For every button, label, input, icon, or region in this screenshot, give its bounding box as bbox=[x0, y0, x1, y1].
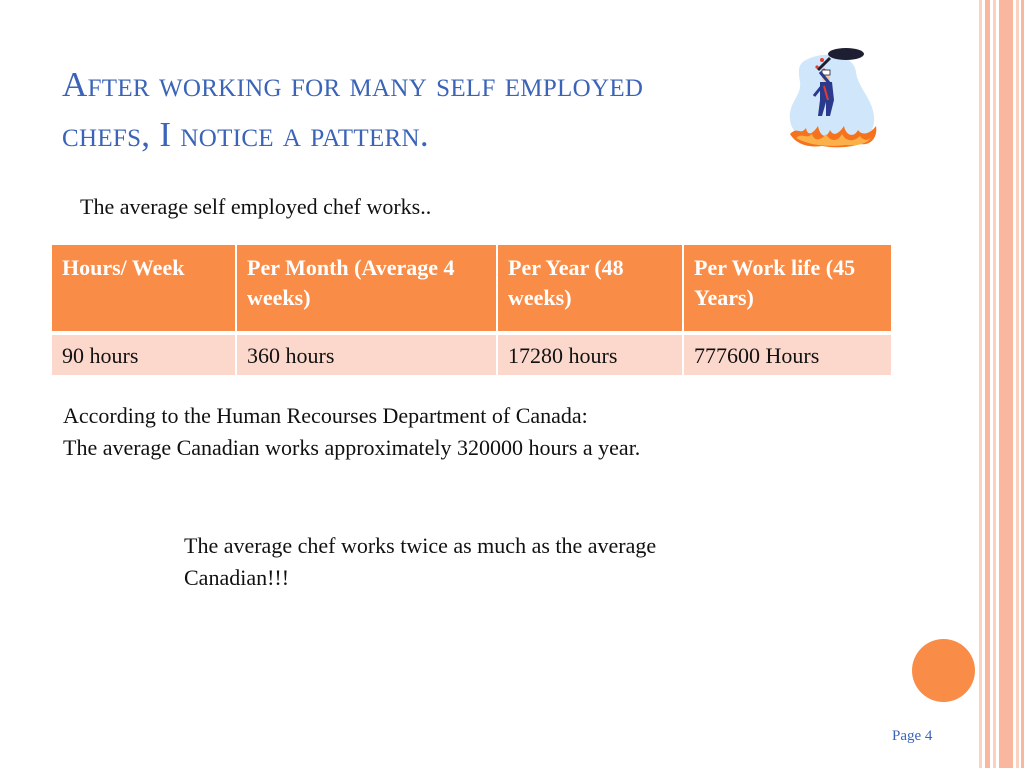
slide-title-line-1: After working for many self employed bbox=[62, 65, 644, 104]
chef-flipping-pan-clipart-icon bbox=[784, 42, 884, 154]
table-cell: 777600 Hours bbox=[683, 333, 891, 375]
slide-title-line-2: chefs, I notice a pattern. bbox=[62, 115, 429, 154]
table-header-cell: Hours/ Week bbox=[52, 245, 236, 333]
table-header-cell: Per Year (48 weeks) bbox=[497, 245, 683, 333]
slide-title bbox=[62, 60, 802, 160]
work-hours-table bbox=[52, 245, 891, 375]
table-cell: 360 hours bbox=[236, 333, 497, 375]
body-paragraph bbox=[63, 400, 803, 463]
table-cell: 17280 hours bbox=[497, 333, 683, 375]
table-cell: 90 hours bbox=[52, 333, 236, 375]
decorative-stripe bbox=[985, 0, 990, 768]
table-header-row bbox=[52, 245, 891, 333]
page-number: Page 4 bbox=[892, 728, 933, 744]
table-header-cell: Per Work life (45 Years) bbox=[683, 245, 891, 333]
decorative-circle bbox=[912, 639, 975, 702]
conclusion-text: The average chef works twice as much as the average Canadian!!! bbox=[184, 533, 657, 590]
table-row bbox=[52, 333, 891, 375]
decorative-stripe bbox=[993, 0, 996, 768]
body-line-2: The average Canadian works approximately 320000 hours a year. bbox=[63, 434, 641, 460]
table-header-cell: Per Month (Average 4 weeks) bbox=[236, 245, 497, 333]
decorative-stripe bbox=[1016, 0, 1019, 768]
body-line-1: According to the Human Recourses Department of Canada: bbox=[63, 403, 588, 428]
decorative-stripe bbox=[979, 0, 982, 768]
intro-text: The average self employed chef works.. bbox=[80, 194, 432, 219]
decorative-stripe bbox=[999, 0, 1013, 768]
